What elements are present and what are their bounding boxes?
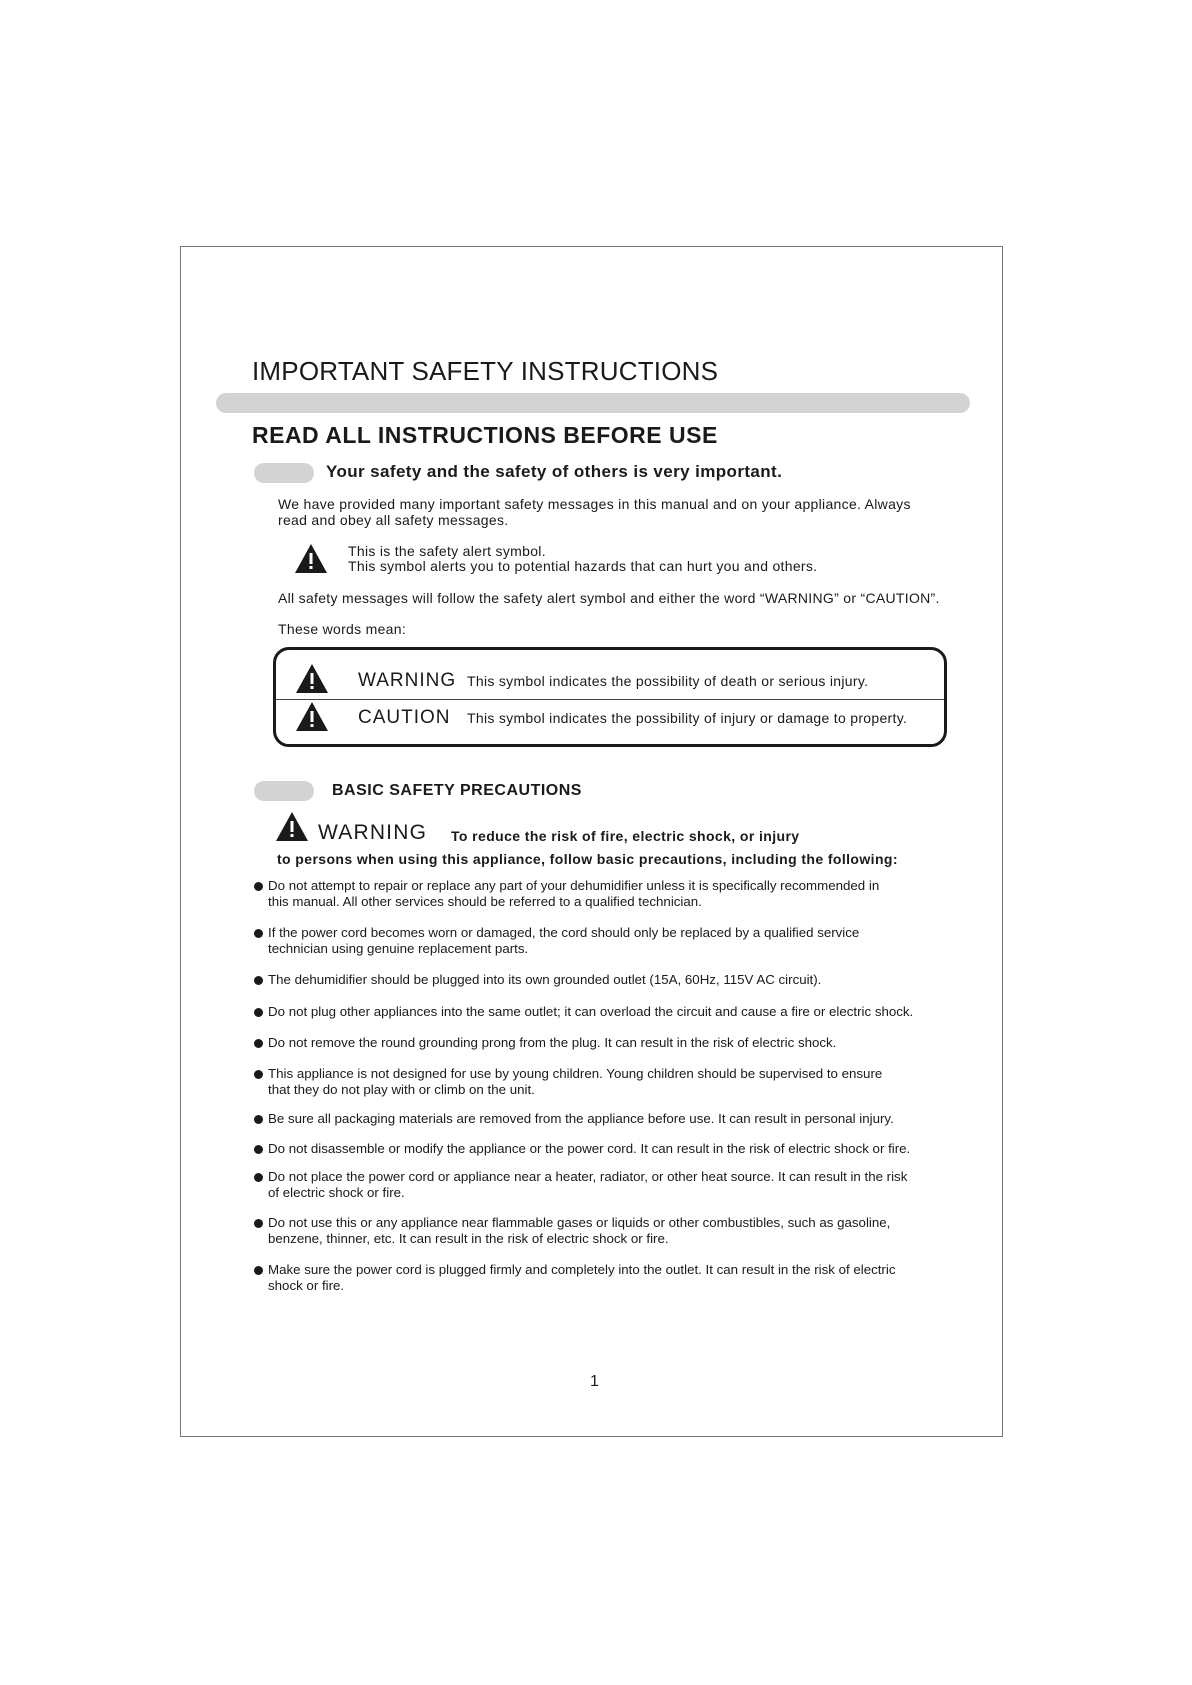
symbol-note-line-1: This is the safety alert symbol.: [348, 543, 546, 559]
bullet-dot: [254, 1008, 263, 1017]
list-item-text: The dehumidifier should be plugged into its own grounded outlet (15A, 60Hz, 115V AC circuit).: [268, 972, 822, 987]
intro-line-2: read and obey all safety messages.: [278, 512, 509, 528]
signal-words-box: [273, 647, 947, 747]
warning-triangle-icon: [275, 811, 309, 842]
page-number: 1: [590, 1373, 599, 1390]
bullet-dot: [254, 929, 263, 938]
list-item-text: of electric shock or fire.: [268, 1185, 405, 1200]
read-all-heading: READ ALL INSTRUCTIONS BEFORE USE: [252, 422, 718, 448]
bullet-dot: [254, 1173, 263, 1182]
basic-warning-text-line-2: to persons when using this appliance, follow basic precautions, including the following:: [277, 851, 898, 867]
list-item-text: Do not use this or any appliance near flammable gases or liquids or other combustibles, such as gasoline,: [268, 1215, 891, 1230]
bullet-dot: [254, 976, 263, 985]
bullet-dot: [254, 1070, 263, 1079]
safety-subheading: Your safety and the safety of others is very important.: [326, 462, 783, 481]
list-item-text: Make sure the power cord is plugged firmly and completely into the outlet. It can result in the risk of electric: [268, 1262, 896, 1277]
list-item-text: Do not disassemble or modify the appliance or the power cord. It can result in the risk of electric shock or fire.: [268, 1141, 911, 1156]
caution-description: This symbol indicates the possibility of injury or damage to property.: [467, 710, 908, 726]
box-divider: [276, 699, 944, 700]
bullet-dot: [254, 1145, 263, 1154]
list-item-text: this manual. All other services should be referred to a qualified technician.: [268, 894, 702, 909]
basic-safety-heading: BASIC SAFETY PRECAUTIONS: [332, 782, 582, 799]
bullet-dot: [254, 1039, 263, 1048]
list-item-text: shock or fire.: [268, 1278, 345, 1293]
list-item-text: Do not attempt to repair or replace any part of your dehumidifier unless it is specifically recommended in: [268, 878, 880, 893]
list-item-text: benzene, thinner, etc. It can result in the risk of electric shock or fire.: [268, 1231, 669, 1246]
list-item-text: Do not place the power cord or appliance near a heater, radiator, or other heat source. It can result in the risk: [268, 1169, 908, 1184]
list-item-text: If the power cord becomes worn or damaged, the cord should only be replaced by a qualified service: [268, 925, 860, 940]
list-item-text: technician using genuine replacement parts.: [268, 941, 529, 956]
warning-signal-word: WARNING: [358, 670, 457, 691]
section-marker-pill: [254, 781, 314, 801]
caution-signal-word: CAUTION: [358, 707, 451, 728]
these-words-mean-text: These words mean:: [278, 621, 407, 637]
basic-warning-word: WARNING: [318, 821, 428, 844]
symbol-note-line-2: This symbol alerts you to potential hazards that can hurt you and others.: [348, 558, 818, 574]
list-item-text: that they do not play with or climb on the unit.: [268, 1082, 535, 1097]
list-item-text: This appliance is not designed for use by young children. Young children should be supervised to ensure: [268, 1066, 883, 1081]
warning-triangle-icon: [295, 701, 329, 732]
bullet-dot: [254, 1266, 263, 1275]
bullet-dot: [254, 1219, 263, 1228]
warning-description: This symbol indicates the possibility of death or serious injury.: [467, 673, 869, 689]
list-item-text: Be sure all packaging materials are removed from the appliance before use. It can result in personal injury.: [268, 1111, 894, 1126]
bullet-dot: [254, 1115, 263, 1124]
bullet-dot: [254, 882, 263, 891]
intro-line-1: We have provided many important safety messages in this manual and on your appliance. Always: [278, 496, 911, 512]
page-title: IMPORTANT SAFETY INSTRUCTIONS: [252, 356, 719, 386]
title-divider-bar: [216, 393, 970, 413]
basic-warning-text: To reduce the risk of fire, electric shock, or injury: [451, 828, 800, 844]
warning-triangle-icon: [294, 543, 328, 574]
list-item-text: Do not remove the round grounding prong from the plug. It can result in the risk of electric shock.: [268, 1035, 837, 1050]
section-marker-pill: [254, 463, 314, 483]
list-item-text: Do not plug other appliances into the same outlet; it can overload the circuit and cause a fire or electric shock.: [268, 1004, 914, 1019]
all-safety-messages-text: All safety messages will follow the safety alert symbol and either the word “WARNING” or “CAUTION”.: [278, 590, 940, 606]
warning-triangle-icon: [295, 663, 329, 694]
